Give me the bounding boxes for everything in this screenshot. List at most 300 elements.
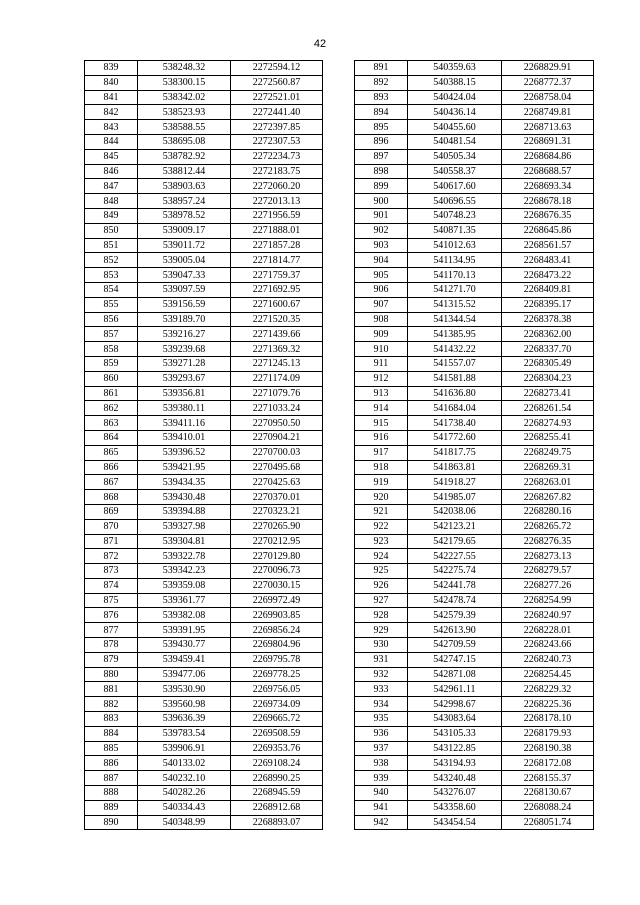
table-row bbox=[85, 682, 323, 697]
point-number-cell: 888 bbox=[85, 786, 138, 801]
point-number-cell: 867 bbox=[85, 475, 138, 490]
page-number: 42 bbox=[313, 38, 327, 50]
table-row bbox=[85, 712, 323, 727]
table-row bbox=[85, 519, 323, 534]
y-coordinate-cell: 2268269.31 bbox=[502, 460, 594, 475]
y-coordinate-cell: 2268758.04 bbox=[502, 90, 594, 105]
table-row bbox=[85, 282, 323, 297]
x-coordinate-cell: 540348.99 bbox=[138, 815, 231, 830]
x-coordinate-cell: 540455.60 bbox=[408, 120, 502, 135]
table-row bbox=[355, 401, 594, 416]
y-coordinate-cell: 2268676.35 bbox=[502, 208, 594, 223]
x-coordinate-cell: 542227.55 bbox=[408, 549, 502, 564]
y-coordinate-cell: 2268912.68 bbox=[231, 800, 323, 815]
table-row bbox=[355, 741, 594, 756]
table-row bbox=[85, 208, 323, 223]
point-number-cell: 848 bbox=[85, 194, 138, 209]
x-coordinate-cell: 539421.95 bbox=[138, 460, 231, 475]
table-row bbox=[355, 327, 594, 342]
table-row bbox=[85, 475, 323, 490]
point-number-cell: 855 bbox=[85, 297, 138, 312]
x-coordinate-cell: 542275.74 bbox=[408, 564, 502, 579]
table-row bbox=[85, 593, 323, 608]
x-coordinate-cell: 541636.80 bbox=[408, 386, 502, 401]
x-coordinate-cell: 538812.44 bbox=[138, 164, 231, 179]
x-coordinate-cell: 539216.27 bbox=[138, 327, 231, 342]
x-coordinate-cell: 540359.63 bbox=[408, 61, 502, 76]
x-coordinate-cell: 540871.35 bbox=[408, 223, 502, 238]
x-coordinate-cell: 539396.52 bbox=[138, 445, 231, 460]
y-coordinate-cell: 2270129.80 bbox=[231, 549, 323, 564]
point-number-cell: 919 bbox=[355, 475, 408, 490]
point-number-cell: 857 bbox=[85, 327, 138, 342]
x-coordinate-cell: 540617.60 bbox=[408, 179, 502, 194]
y-coordinate-cell: 2268255.41 bbox=[502, 430, 594, 445]
table-row bbox=[85, 253, 323, 268]
x-coordinate-cell: 539430.48 bbox=[138, 490, 231, 505]
table-row bbox=[85, 371, 323, 386]
point-number-cell: 932 bbox=[355, 667, 408, 682]
x-coordinate-cell: 541738.40 bbox=[408, 416, 502, 431]
point-number-cell: 927 bbox=[355, 593, 408, 608]
x-coordinate-cell: 540558.37 bbox=[408, 164, 502, 179]
point-number-cell: 889 bbox=[85, 800, 138, 815]
table-row bbox=[85, 120, 323, 135]
table-row bbox=[85, 726, 323, 741]
point-number-cell: 842 bbox=[85, 105, 138, 120]
table-row bbox=[85, 490, 323, 505]
y-coordinate-cell: 2268130.67 bbox=[502, 786, 594, 801]
point-number-cell: 921 bbox=[355, 504, 408, 519]
y-coordinate-cell: 2271956.59 bbox=[231, 208, 323, 223]
y-coordinate-cell: 2271888.01 bbox=[231, 223, 323, 238]
point-number-cell: 914 bbox=[355, 401, 408, 416]
table-row bbox=[85, 297, 323, 312]
point-number-cell: 912 bbox=[355, 371, 408, 386]
y-coordinate-cell: 2268179.93 bbox=[502, 726, 594, 741]
y-coordinate-cell: 2269778.25 bbox=[231, 667, 323, 682]
y-coordinate-cell: 2268305.49 bbox=[502, 356, 594, 371]
y-coordinate-cell: 2268772.37 bbox=[502, 75, 594, 90]
table-row bbox=[355, 386, 594, 401]
y-coordinate-cell: 2268483.41 bbox=[502, 253, 594, 268]
x-coordinate-cell: 540232.10 bbox=[138, 771, 231, 786]
y-coordinate-cell: 2268945.59 bbox=[231, 786, 323, 801]
table-row bbox=[85, 75, 323, 90]
x-coordinate-cell: 543276.07 bbox=[408, 786, 502, 801]
x-coordinate-cell: 541315.52 bbox=[408, 297, 502, 312]
y-coordinate-cell: 2269804.96 bbox=[231, 638, 323, 653]
table-row bbox=[85, 534, 323, 549]
y-coordinate-cell: 2268265.72 bbox=[502, 519, 594, 534]
x-coordinate-cell: 540133.02 bbox=[138, 756, 231, 771]
point-number-cell: 882 bbox=[85, 697, 138, 712]
y-coordinate-cell: 2270096.73 bbox=[231, 564, 323, 579]
table-row bbox=[355, 253, 594, 268]
point-number-cell: 879 bbox=[85, 652, 138, 667]
point-number-cell: 861 bbox=[85, 386, 138, 401]
table-row bbox=[85, 61, 323, 76]
y-coordinate-cell: 2271245.13 bbox=[231, 356, 323, 371]
y-coordinate-cell: 2268155.37 bbox=[502, 771, 594, 786]
point-number-cell: 898 bbox=[355, 164, 408, 179]
y-coordinate-cell: 2268178.10 bbox=[502, 712, 594, 727]
point-number-cell: 922 bbox=[355, 519, 408, 534]
x-coordinate-cell: 541012.63 bbox=[408, 238, 502, 253]
table-row bbox=[85, 564, 323, 579]
table-row bbox=[355, 460, 594, 475]
point-number-cell: 869 bbox=[85, 504, 138, 519]
x-coordinate-cell: 539391.95 bbox=[138, 623, 231, 638]
x-coordinate-cell: 538903.63 bbox=[138, 179, 231, 194]
point-number-cell: 865 bbox=[85, 445, 138, 460]
table-row bbox=[355, 149, 594, 164]
table-row bbox=[355, 623, 594, 638]
point-number-cell: 900 bbox=[355, 194, 408, 209]
table-row bbox=[355, 371, 594, 386]
x-coordinate-cell: 539011.72 bbox=[138, 238, 231, 253]
y-coordinate-cell: 2272013.13 bbox=[231, 194, 323, 209]
x-coordinate-cell: 543194.93 bbox=[408, 756, 502, 771]
table-row bbox=[355, 578, 594, 593]
point-number-cell: 851 bbox=[85, 238, 138, 253]
y-coordinate-cell: 2268243.66 bbox=[502, 638, 594, 653]
point-number-cell: 884 bbox=[85, 726, 138, 741]
point-number-cell: 853 bbox=[85, 268, 138, 283]
y-coordinate-cell: 2268240.97 bbox=[502, 608, 594, 623]
point-number-cell: 881 bbox=[85, 682, 138, 697]
y-coordinate-cell: 2268691.31 bbox=[502, 134, 594, 149]
table-row bbox=[355, 312, 594, 327]
x-coordinate-cell: 539271.28 bbox=[138, 356, 231, 371]
y-coordinate-cell: 2268337.70 bbox=[502, 342, 594, 357]
y-coordinate-cell: 2268273.13 bbox=[502, 549, 594, 564]
x-coordinate-cell: 540481.54 bbox=[408, 134, 502, 149]
x-coordinate-cell: 541772.60 bbox=[408, 430, 502, 445]
y-coordinate-cell: 2268267.82 bbox=[502, 490, 594, 505]
point-number-cell: 885 bbox=[85, 741, 138, 756]
x-coordinate-cell: 541170.13 bbox=[408, 268, 502, 283]
table-row bbox=[355, 194, 594, 209]
table-row bbox=[355, 652, 594, 667]
y-coordinate-cell: 2268263.01 bbox=[502, 475, 594, 490]
x-coordinate-cell: 541557.07 bbox=[408, 356, 502, 371]
y-coordinate-cell: 2268261.54 bbox=[502, 401, 594, 416]
point-number-cell: 874 bbox=[85, 578, 138, 593]
table-row bbox=[355, 356, 594, 371]
y-coordinate-cell: 2269795.78 bbox=[231, 652, 323, 667]
x-coordinate-cell: 539342.23 bbox=[138, 564, 231, 579]
y-coordinate-cell: 2270323.21 bbox=[231, 504, 323, 519]
table-row bbox=[85, 105, 323, 120]
point-number-cell: 910 bbox=[355, 342, 408, 357]
table-row bbox=[85, 697, 323, 712]
table-row bbox=[85, 430, 323, 445]
point-number-cell: 906 bbox=[355, 282, 408, 297]
point-number-cell: 939 bbox=[355, 771, 408, 786]
table-row bbox=[85, 741, 323, 756]
table-row bbox=[85, 164, 323, 179]
x-coordinate-cell: 539459.41 bbox=[138, 652, 231, 667]
y-coordinate-cell: 2268088.24 bbox=[502, 800, 594, 815]
x-coordinate-cell: 540748.23 bbox=[408, 208, 502, 223]
x-coordinate-cell: 541432.22 bbox=[408, 342, 502, 357]
point-number-cell: 929 bbox=[355, 623, 408, 638]
y-coordinate-cell: 2268304.23 bbox=[502, 371, 594, 386]
point-number-cell: 868 bbox=[85, 490, 138, 505]
y-coordinate-cell: 2272234.73 bbox=[231, 149, 323, 164]
y-coordinate-cell: 2269903.85 bbox=[231, 608, 323, 623]
table-row bbox=[85, 401, 323, 416]
y-coordinate-cell: 2268249.75 bbox=[502, 445, 594, 460]
y-coordinate-cell: 2271033.24 bbox=[231, 401, 323, 416]
y-coordinate-cell: 2270950.50 bbox=[231, 416, 323, 431]
table-row bbox=[85, 578, 323, 593]
table-row bbox=[355, 105, 594, 120]
x-coordinate-cell: 538342.02 bbox=[138, 90, 231, 105]
table-row bbox=[85, 149, 323, 164]
y-coordinate-cell: 2270425.63 bbox=[231, 475, 323, 490]
table-row bbox=[355, 519, 594, 534]
point-number-cell: 877 bbox=[85, 623, 138, 638]
point-number-cell: 878 bbox=[85, 638, 138, 653]
x-coordinate-cell: 542709.59 bbox=[408, 638, 502, 653]
x-coordinate-cell: 539380.11 bbox=[138, 401, 231, 416]
x-coordinate-cell: 539005.04 bbox=[138, 253, 231, 268]
x-coordinate-cell: 541385.95 bbox=[408, 327, 502, 342]
table-row bbox=[355, 771, 594, 786]
y-coordinate-cell: 2268713.63 bbox=[502, 120, 594, 135]
x-coordinate-cell: 538523.93 bbox=[138, 105, 231, 120]
table-row bbox=[355, 682, 594, 697]
table-row bbox=[85, 356, 323, 371]
point-number-cell: 909 bbox=[355, 327, 408, 342]
x-coordinate-cell: 539359.08 bbox=[138, 578, 231, 593]
y-coordinate-cell: 2269856.24 bbox=[231, 623, 323, 638]
point-number-cell: 876 bbox=[85, 608, 138, 623]
x-coordinate-cell: 539293.67 bbox=[138, 371, 231, 386]
point-number-cell: 911 bbox=[355, 356, 408, 371]
x-coordinate-cell: 539434.35 bbox=[138, 475, 231, 490]
point-number-cell: 941 bbox=[355, 800, 408, 815]
x-coordinate-cell: 541985.07 bbox=[408, 490, 502, 505]
y-coordinate-cell: 2268240.73 bbox=[502, 652, 594, 667]
point-number-cell: 891 bbox=[355, 61, 408, 76]
y-coordinate-cell: 2268190.38 bbox=[502, 741, 594, 756]
table-row bbox=[355, 297, 594, 312]
x-coordinate-cell: 539009.17 bbox=[138, 223, 231, 238]
table-row bbox=[355, 667, 594, 682]
table-row bbox=[85, 504, 323, 519]
point-number-cell: 875 bbox=[85, 593, 138, 608]
y-coordinate-cell: 2270700.03 bbox=[231, 445, 323, 460]
y-coordinate-cell: 2270212.95 bbox=[231, 534, 323, 549]
x-coordinate-cell: 543240.48 bbox=[408, 771, 502, 786]
point-number-cell: 886 bbox=[85, 756, 138, 771]
x-coordinate-cell: 542478.74 bbox=[408, 593, 502, 608]
point-number-cell: 901 bbox=[355, 208, 408, 223]
y-coordinate-cell: 2268893.07 bbox=[231, 815, 323, 830]
point-number-cell: 918 bbox=[355, 460, 408, 475]
x-coordinate-cell: 541863.81 bbox=[408, 460, 502, 475]
point-number-cell: 915 bbox=[355, 416, 408, 431]
table-row bbox=[355, 90, 594, 105]
point-number-cell: 920 bbox=[355, 490, 408, 505]
x-coordinate-cell: 539189.70 bbox=[138, 312, 231, 327]
point-number-cell: 850 bbox=[85, 223, 138, 238]
table-row bbox=[355, 712, 594, 727]
x-coordinate-cell: 540505.34 bbox=[408, 149, 502, 164]
x-coordinate-cell: 542871.08 bbox=[408, 667, 502, 682]
table-row bbox=[85, 771, 323, 786]
table-row bbox=[355, 726, 594, 741]
x-coordinate-cell: 543122.85 bbox=[408, 741, 502, 756]
table-row bbox=[85, 800, 323, 815]
table-row bbox=[355, 564, 594, 579]
table-row bbox=[85, 445, 323, 460]
y-coordinate-cell: 2268228.01 bbox=[502, 623, 594, 638]
point-number-cell: 913 bbox=[355, 386, 408, 401]
point-number-cell: 905 bbox=[355, 268, 408, 283]
y-coordinate-cell: 2268274.93 bbox=[502, 416, 594, 431]
table-row bbox=[355, 549, 594, 564]
y-coordinate-cell: 2272307.53 bbox=[231, 134, 323, 149]
x-coordinate-cell: 541817.75 bbox=[408, 445, 502, 460]
table-row bbox=[355, 416, 594, 431]
x-coordinate-cell: 539530.90 bbox=[138, 682, 231, 697]
point-number-cell: 933 bbox=[355, 682, 408, 697]
point-number-cell: 895 bbox=[355, 120, 408, 135]
x-coordinate-cell: 539560.98 bbox=[138, 697, 231, 712]
x-coordinate-cell: 542579.39 bbox=[408, 608, 502, 623]
y-coordinate-cell: 2272441.40 bbox=[231, 105, 323, 120]
x-coordinate-cell: 543105.33 bbox=[408, 726, 502, 741]
table-row bbox=[355, 786, 594, 801]
point-number-cell: 892 bbox=[355, 75, 408, 90]
table-row bbox=[85, 312, 323, 327]
point-number-cell: 931 bbox=[355, 652, 408, 667]
y-coordinate-cell: 2271439.66 bbox=[231, 327, 323, 342]
x-coordinate-cell: 540388.15 bbox=[408, 75, 502, 90]
y-coordinate-cell: 2269665.72 bbox=[231, 712, 323, 727]
table-row bbox=[85, 786, 323, 801]
x-coordinate-cell: 538300.15 bbox=[138, 75, 231, 90]
table-row bbox=[85, 268, 323, 283]
y-coordinate-cell: 2268678.18 bbox=[502, 194, 594, 209]
table-row bbox=[355, 179, 594, 194]
table-row bbox=[85, 460, 323, 475]
x-coordinate-cell: 542998.67 bbox=[408, 697, 502, 712]
y-coordinate-cell: 2271692.95 bbox=[231, 282, 323, 297]
y-coordinate-cell: 2272560.87 bbox=[231, 75, 323, 90]
y-coordinate-cell: 2268473.22 bbox=[502, 268, 594, 283]
point-number-cell: 908 bbox=[355, 312, 408, 327]
point-number-cell: 873 bbox=[85, 564, 138, 579]
y-coordinate-cell: 2268277.26 bbox=[502, 578, 594, 593]
table-row bbox=[355, 120, 594, 135]
point-number-cell: 903 bbox=[355, 238, 408, 253]
x-coordinate-cell: 542961.11 bbox=[408, 682, 502, 697]
y-coordinate-cell: 2268688.57 bbox=[502, 164, 594, 179]
x-coordinate-cell: 538782.92 bbox=[138, 149, 231, 164]
y-coordinate-cell: 2268362.00 bbox=[502, 327, 594, 342]
table-row bbox=[355, 534, 594, 549]
table-row bbox=[355, 134, 594, 149]
x-coordinate-cell: 541134.95 bbox=[408, 253, 502, 268]
point-number-cell: 843 bbox=[85, 120, 138, 135]
table-row bbox=[355, 75, 594, 90]
y-coordinate-cell: 2268749.81 bbox=[502, 105, 594, 120]
x-coordinate-cell: 540436.14 bbox=[408, 105, 502, 120]
point-number-cell: 839 bbox=[85, 61, 138, 76]
x-coordinate-cell: 540424.04 bbox=[408, 90, 502, 105]
x-coordinate-cell: 541918.27 bbox=[408, 475, 502, 490]
table-row bbox=[355, 697, 594, 712]
y-coordinate-cell: 2269353.76 bbox=[231, 741, 323, 756]
point-number-cell: 899 bbox=[355, 179, 408, 194]
point-number-cell: 893 bbox=[355, 90, 408, 105]
table-row bbox=[85, 608, 323, 623]
y-coordinate-cell: 2268229.32 bbox=[502, 682, 594, 697]
point-number-cell: 860 bbox=[85, 371, 138, 386]
table-row bbox=[355, 608, 594, 623]
point-number-cell: 847 bbox=[85, 179, 138, 194]
table-row bbox=[85, 667, 323, 682]
point-number-cell: 935 bbox=[355, 712, 408, 727]
point-number-cell: 924 bbox=[355, 549, 408, 564]
y-coordinate-cell: 2268693.34 bbox=[502, 179, 594, 194]
y-coordinate-cell: 2269108.24 bbox=[231, 756, 323, 771]
point-number-cell: 936 bbox=[355, 726, 408, 741]
y-coordinate-cell: 2268273.41 bbox=[502, 386, 594, 401]
table-row bbox=[85, 90, 323, 105]
table-row bbox=[85, 194, 323, 209]
x-coordinate-cell: 539097.59 bbox=[138, 282, 231, 297]
table-row bbox=[355, 342, 594, 357]
x-coordinate-cell: 542613.90 bbox=[408, 623, 502, 638]
y-coordinate-cell: 2268280.16 bbox=[502, 504, 594, 519]
x-coordinate-cell: 543454.54 bbox=[408, 815, 502, 830]
y-coordinate-cell: 2271369.32 bbox=[231, 342, 323, 357]
table-row bbox=[85, 416, 323, 431]
x-coordinate-cell: 539239.68 bbox=[138, 342, 231, 357]
point-number-cell: 845 bbox=[85, 149, 138, 164]
point-number-cell: 897 bbox=[355, 149, 408, 164]
coordinates-table-right bbox=[354, 60, 594, 830]
x-coordinate-cell: 539394.88 bbox=[138, 504, 231, 519]
x-coordinate-cell: 541344.54 bbox=[408, 312, 502, 327]
y-coordinate-cell: 2272521.01 bbox=[231, 90, 323, 105]
table-row bbox=[85, 815, 323, 830]
point-number-cell: 871 bbox=[85, 534, 138, 549]
y-coordinate-cell: 2268409.81 bbox=[502, 282, 594, 297]
point-number-cell: 849 bbox=[85, 208, 138, 223]
point-number-cell: 904 bbox=[355, 253, 408, 268]
point-number-cell: 856 bbox=[85, 312, 138, 327]
table-row bbox=[355, 490, 594, 505]
point-number-cell: 862 bbox=[85, 401, 138, 416]
point-number-cell: 942 bbox=[355, 815, 408, 830]
table-row bbox=[355, 223, 594, 238]
y-coordinate-cell: 2269508.59 bbox=[231, 726, 323, 741]
y-coordinate-cell: 2270370.01 bbox=[231, 490, 323, 505]
y-coordinate-cell: 2272060.20 bbox=[231, 179, 323, 194]
y-coordinate-cell: 2268051.74 bbox=[502, 815, 594, 830]
table-row bbox=[355, 238, 594, 253]
x-coordinate-cell: 538978.52 bbox=[138, 208, 231, 223]
y-coordinate-cell: 2272183.75 bbox=[231, 164, 323, 179]
point-number-cell: 858 bbox=[85, 342, 138, 357]
